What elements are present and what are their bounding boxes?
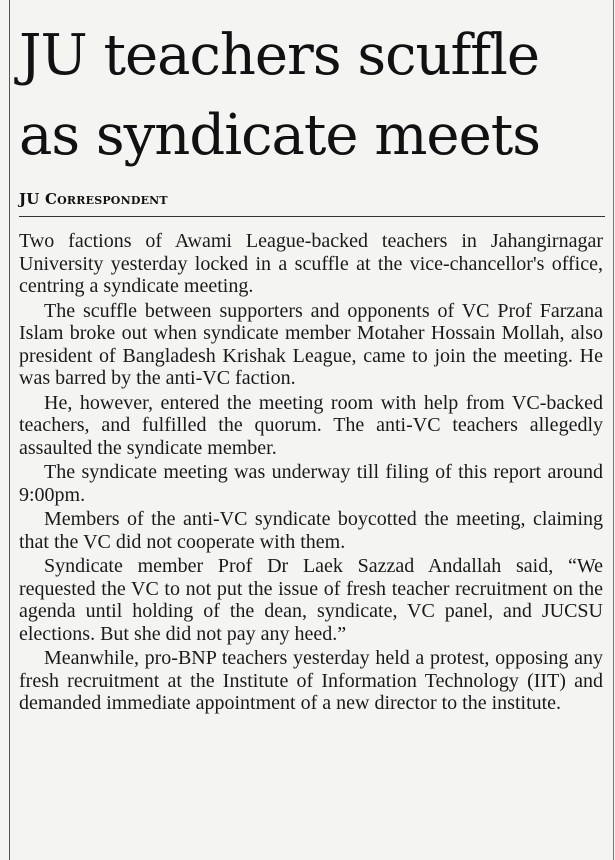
byline: JU Correspondent bbox=[19, 190, 168, 208]
article-body bbox=[19, 230, 603, 717]
article-paragraph-4: The syndicate meeting was underway till filing of this report around 9:00pm. bbox=[19, 461, 603, 506]
article-paragraph-3: He, however, entered the meeting room with help from VC-backed teachers, and fulfilled the quorum. The anti-VC teachers allegedly assaulted the syndicate member. bbox=[19, 391, 603, 459]
article-paragraph-7: Meanwhile, pro-BNP teachers yesterday held a protest, opposing any fresh recruitment at the Institute of Information Technology (IIT) and demanded immediate appointment of a new director to the institute. bbox=[19, 647, 603, 714]
article-paragraph-5: Members of the anti-VC syndicate boycotted the meeting, claiming that the VC did not cooperate with them. bbox=[19, 508, 603, 553]
headline-line-2: as syndicate meets bbox=[19, 103, 540, 168]
column-rule-right bbox=[613, 0, 614, 860]
column-rule-left bbox=[9, 0, 10, 860]
headline bbox=[19, 16, 609, 176]
article-paragraph-6: Syndicate member Prof Dr Laek Sazzad Andallah said, “We requested the VC to not put the issue of fresh teacher recruitment on the agenda until holding of the dean, syndicate, VC panel, and JUCSU elections. But she did not pay any heed.” bbox=[19, 555, 603, 645]
article-paragraph-1: Two factions of Awami League-backed teachers in Jahangirnagar University yesterday locked in a scuffle at the vice-chancellor's office, centring a syndicate meeting. bbox=[19, 230, 603, 297]
article-paragraph-2: The scuffle between supporters and opponents of VC Prof Farzana Islam broke out when syndicate member Motaher Hossain Mollah, also president of Bangladesh Krishak League, came to join the meeting. He was barred by the anti-VC faction. bbox=[19, 299, 603, 389]
byline-divider bbox=[19, 216, 605, 217]
headline-line-1: JU teachers scuffle bbox=[19, 23, 540, 88]
